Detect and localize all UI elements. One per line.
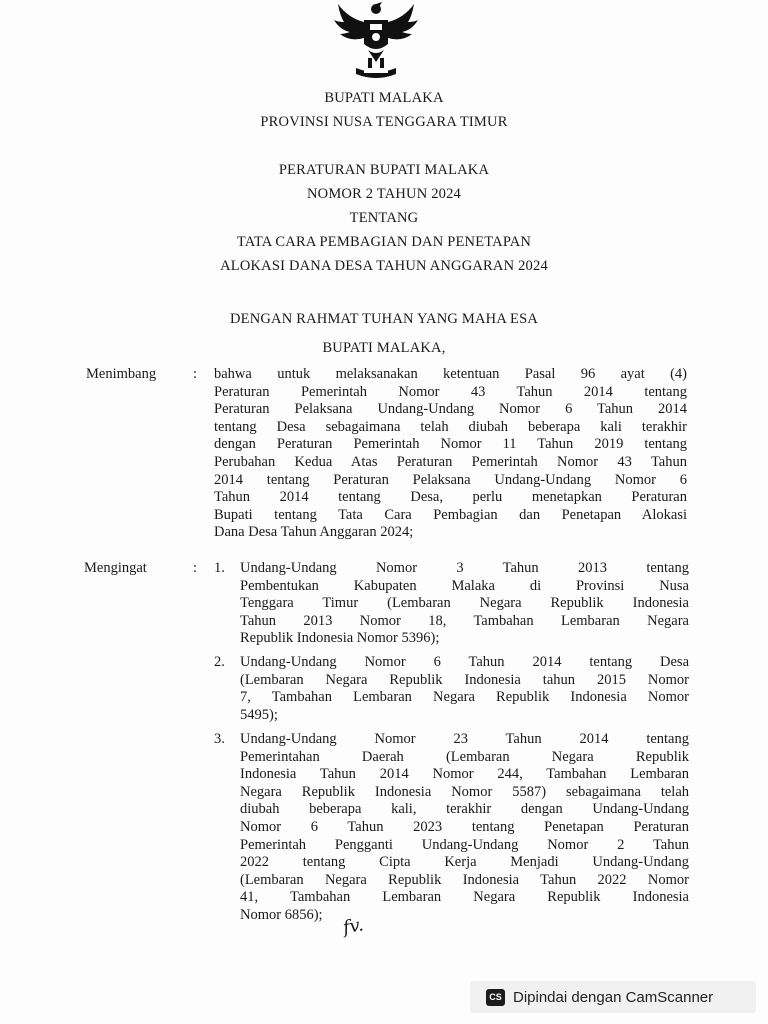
text-line: 2022 tentang Cipta Kerja Menjadi Undang-Undang xyxy=(240,854,689,871)
issuer-title: BUPATI MALAKA, xyxy=(322,340,446,356)
text-line: Tahun 2013 Nomor 18, Tambahan Lembaran Negara xyxy=(240,612,689,629)
text-line: 7, Tambahan Lembaran Negara Republik Indonesia Nomor xyxy=(240,689,689,706)
text-line: 41, Tambahan Lembaran Negara Republik Indonesia xyxy=(240,889,689,906)
text-line: Indonesia Tahun 2014 Nomor 244, Tambahan Lembaran xyxy=(240,766,689,783)
text-line: Tenggara Timur (Lembaran Negara Republik Indonesia xyxy=(240,595,689,612)
camscanner-badge xyxy=(470,981,756,1013)
text-line: (Lembaran Negara Republik Indonesia Tahun 2022 Nomor xyxy=(240,871,689,888)
text-line: (Lembaran Negara Republik Indonesia tahun 2015 Nomor xyxy=(240,671,689,688)
text-line: Perubahan Kedua Atas Peraturan Pemerintah Nomor 43 Tahun xyxy=(214,453,687,470)
text-line: Dana Desa Tahun Anggaran 2024; xyxy=(214,524,414,541)
text-line: Republik Indonesia Nomor 5396); xyxy=(240,630,440,647)
regulation-subject-line-2: ALOKASI DANA DESA TAHUN ANGGARAN 2024 xyxy=(220,258,548,274)
text-line: Peraturan Pemerintah Nomor 43 Tahun 2014 tentang xyxy=(214,383,687,400)
text-line: 5495); xyxy=(240,706,278,723)
camscanner-logo-icon: CS xyxy=(486,989,505,1006)
text-line: Undang-Undang Nomor 23 Tahun 2014 tentang xyxy=(240,731,689,747)
text-line: Undang-Undang Nomor 3 Tahun 2013 tentang xyxy=(240,560,689,576)
text-line: Bupati tentang Tata Cara Pembagian dan Penetapan Alokasi xyxy=(214,506,687,523)
mengingat-item-1 xyxy=(240,560,689,648)
mengingat-item-3 xyxy=(240,731,689,925)
text-line: dengan Peraturan Pemerintah Nomor 11 Tahun 2019 tentang xyxy=(214,436,687,453)
text-line: Pemerintah Pengganti Undang-Undang Nomor 2 Tahun xyxy=(240,836,689,853)
regulation-title: PERATURAN BUPATI MALAKA xyxy=(278,162,490,178)
regulation-number: NOMOR 2 TAHUN 2024 xyxy=(306,186,462,202)
province-title: PROVINSI NUSA TENGGARA TIMUR xyxy=(260,114,508,130)
mengingat-label: Mengingat xyxy=(84,560,147,576)
text-line: Nomor 6 Tahun 2023 tentang Penetapan Peraturan xyxy=(240,818,689,835)
menimbang-label: Menimbang xyxy=(86,366,157,382)
regulation-about: TENTANG xyxy=(349,210,419,226)
invocation: DENGAN RAHMAT TUHAN YANG MAHA ESA xyxy=(229,311,539,327)
item-number: 3. xyxy=(214,731,225,747)
paraph-signature: fv. xyxy=(341,914,366,939)
garuda-emblem-icon xyxy=(330,0,422,84)
item-number: 1. xyxy=(214,560,225,576)
menimbang-text xyxy=(214,366,687,542)
menimbang-colon: : xyxy=(193,366,198,382)
item-number: 2. xyxy=(214,654,225,670)
text-line: Tahun 2014 tentang Desa, perlu menetapkan Peraturan xyxy=(214,489,687,506)
text-line: Negara Republik Indonesia Nomor 5587) sebagaimana telah xyxy=(240,783,689,800)
regulation-subject-line-1: TATA CARA PEMBAGIAN DAN PENETAPAN xyxy=(236,234,532,250)
text-line: Pembentukan Kabupaten Malaka di Provinsi Nusa xyxy=(240,577,689,594)
mengingat-colon: : xyxy=(193,560,198,576)
text-line: Nomor 6856); xyxy=(240,906,323,923)
text-line: Undang-Undang Nomor 6 Tahun 2014 tentang Desa xyxy=(240,654,689,670)
camscanner-text: Dipindai dengan CamScanner xyxy=(513,988,714,1006)
text-line: Peraturan Pelaksana Undang-Undang Nomor 6 Tahun 2014 xyxy=(214,401,687,418)
office-title: BUPATI MALAKA xyxy=(324,90,444,106)
text-line: bahwa untuk melaksanakan ketentuan Pasal 96 ayat (4) xyxy=(214,366,687,382)
text-line: tentang Desa sebagaimana telah diubah beberapa kali terakhir xyxy=(214,418,687,435)
text-line: diubah beberapa kali, terakhir dengan Undang-Undang xyxy=(240,801,689,818)
text-line: Pemerintahan Daerah (Lembaran Negara Republik xyxy=(240,748,689,765)
mengingat-item-2 xyxy=(240,654,689,724)
text-line: 2014 tentang Peraturan Pelaksana Undang-Undang Nomor 6 xyxy=(214,471,687,488)
